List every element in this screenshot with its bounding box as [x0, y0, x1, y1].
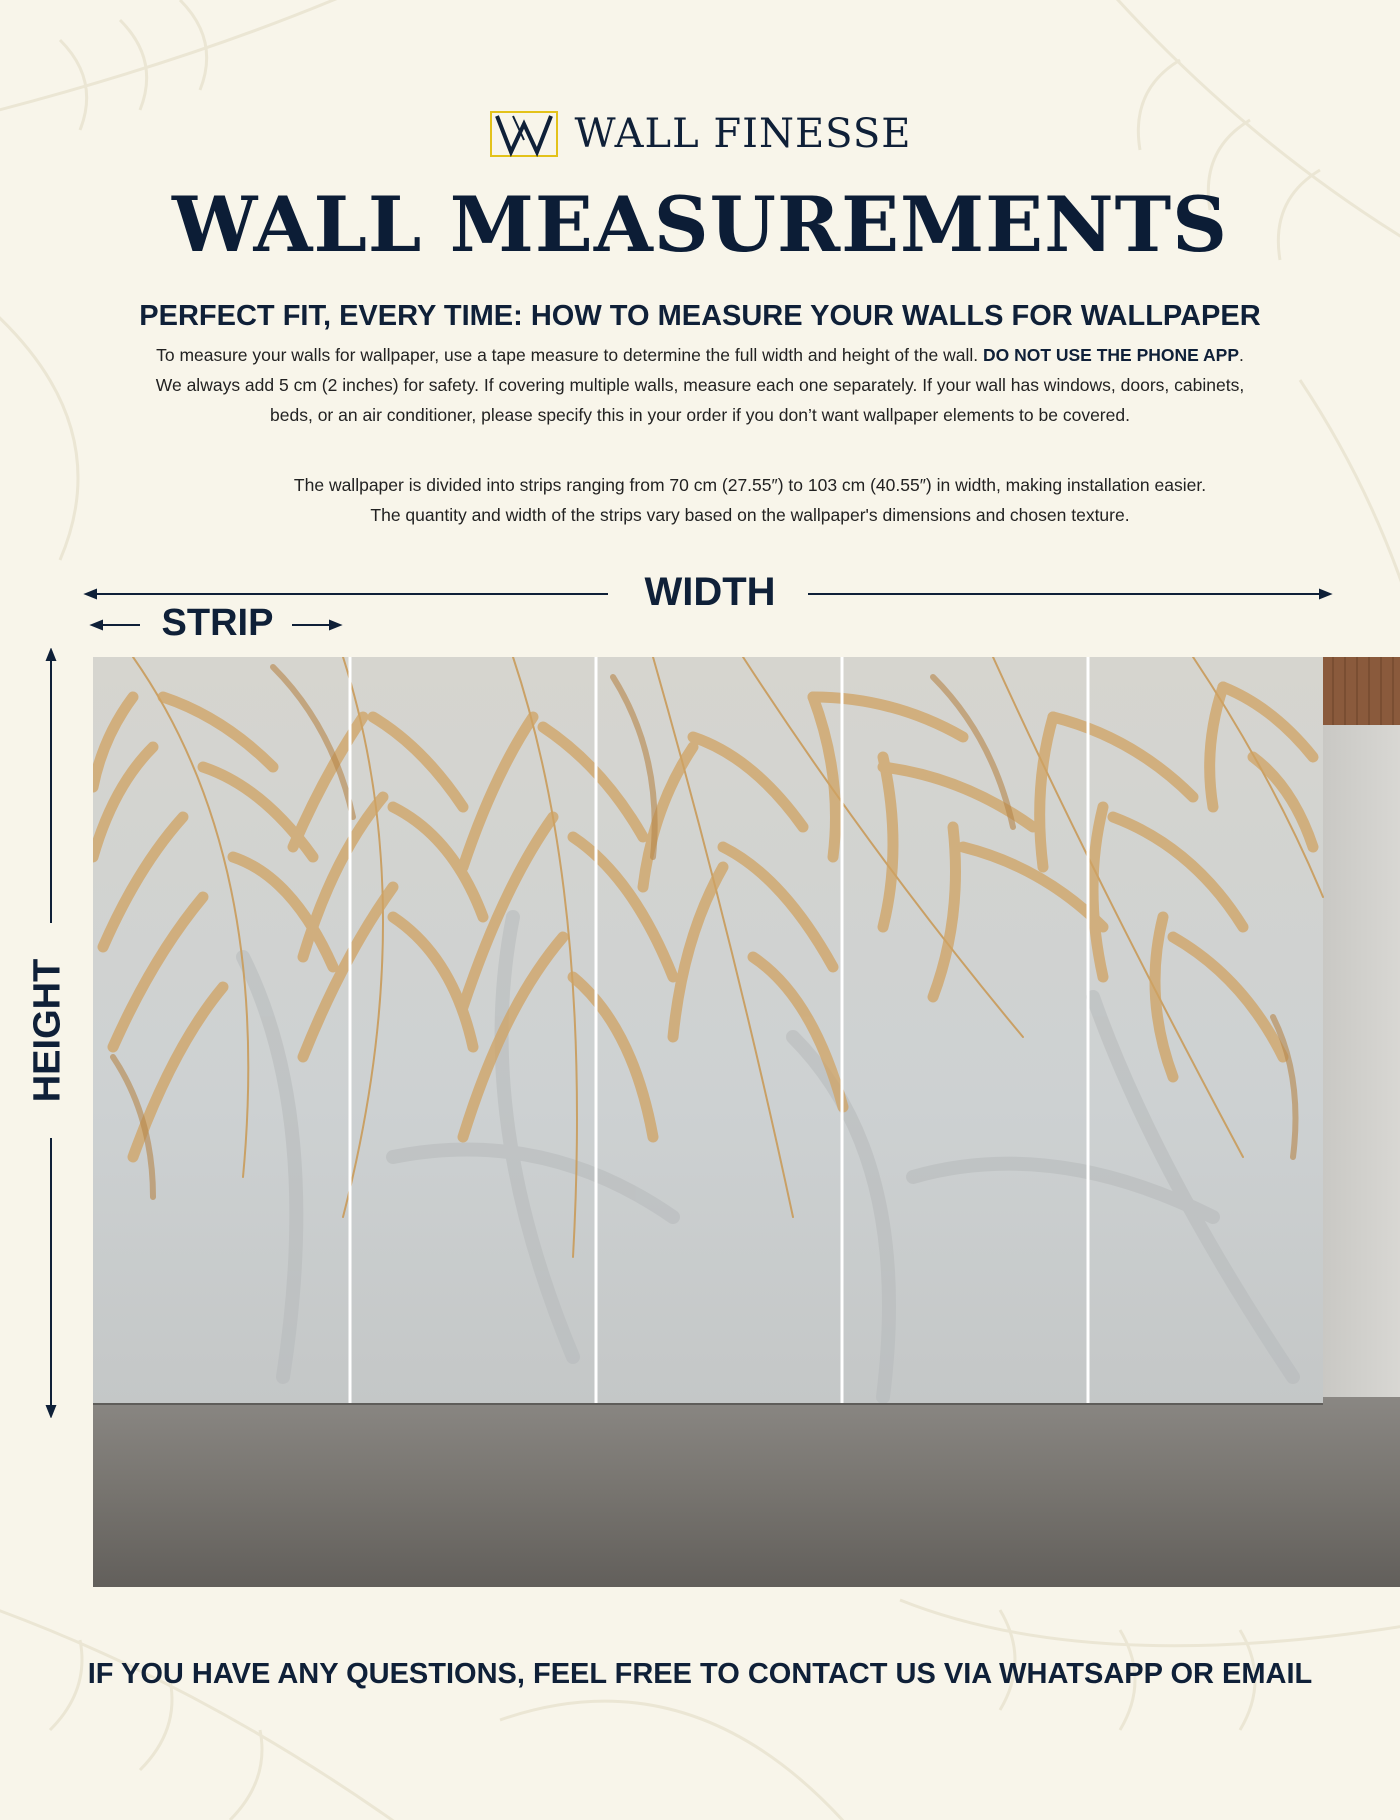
brand-logo	[0, 110, 1400, 158]
strip-arrowhead-left	[92, 621, 102, 629]
side-wall	[1323, 657, 1400, 1397]
wallpaper-room-illustration	[93, 657, 1400, 1587]
strips-info	[150, 470, 1350, 530]
strips-info-line-1: The wallpaper is divided into strips ranging from 70 cm (27.55″) to 103 cm (40.55″) in width, making installation easier.	[293, 475, 1207, 495]
width-arrowhead-left	[86, 590, 96, 598]
page-subtitle: PERFECT FIT, EVERY TIME: HOW TO MEASURE YOUR WALLS FOR WALLPAPER	[139, 300, 1261, 332]
wood-ceiling	[1323, 657, 1400, 725]
strip-label: STRIP	[161, 602, 274, 644]
height-arrowhead-bottom	[47, 1406, 55, 1416]
height-label: HEIGHT	[26, 958, 69, 1103]
instructions-line-3: beds, or an air conditioner, please specify this in your order if you don’t want wallpaper elements to be covered.	[270, 405, 1130, 425]
width-arrowhead-right	[1320, 590, 1330, 598]
brand-name: WALL FINESSE	[574, 111, 912, 157]
height-arrowhead-top	[47, 650, 55, 660]
phone-app-warning: DO NOT USE THE PHONE APP	[982, 345, 1240, 365]
measure-instructions	[80, 340, 1320, 430]
wf-logo-icon	[489, 110, 559, 158]
width-label: WIDTH	[644, 570, 776, 614]
strip-arrowhead-right	[330, 621, 340, 629]
room-illustration-svg	[93, 657, 1400, 1587]
strips-info-line-2: The quantity and width of the strips vary based on the wallpaper's dimensions and chosen texture.	[370, 505, 1130, 525]
contact-cta: IF YOU HAVE ANY QUESTIONS, FEEL FREE TO CONTACT US VIA WHATSAPP OR EMAIL	[87, 1658, 1313, 1690]
page-title: WALL MEASUREMENTS	[171, 180, 1229, 269]
instructions-line-1: To measure your walls for wallpaper, use a tape measure to determine the full width and height of the wall. DO NOT USE THE PHONE APP.	[156, 345, 1244, 365]
floor	[93, 1397, 1400, 1587]
instructions-line-2: We always add 5 cm (2 inches) for safety. If covering multiple walls, measure each one separately. If your wall has windows, doors, cabinets,	[155, 375, 1245, 395]
